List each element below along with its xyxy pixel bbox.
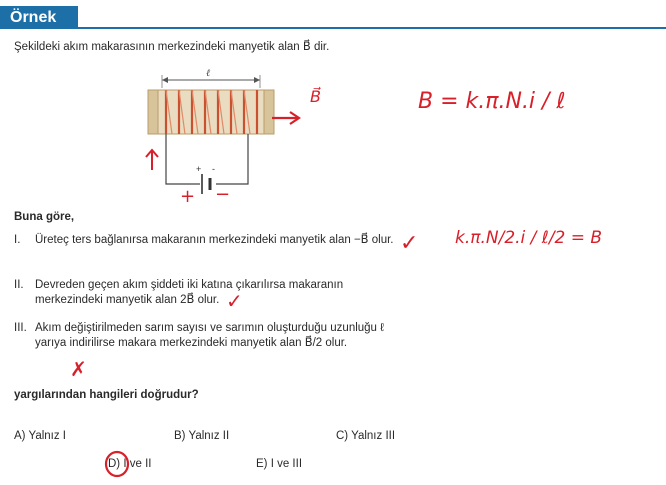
field-label: B⃗ <box>310 87 321 106</box>
option-e[interactable]: E) I ve III <box>256 458 303 470</box>
svg-text:-: - <box>212 164 215 174</box>
option-b[interactable]: B) Yalnız II <box>174 430 230 442</box>
formula-top: B = k.π.N.i / ℓ <box>418 89 566 114</box>
question-ask: yargılarından hangileri doğrudur? <box>14 389 199 401</box>
formula-bottom: k.π.N/2.i / ℓ/2 = B <box>455 228 603 248</box>
statement-1: I. Üreteç ters bağlanırsa makaranın merkezindeki manyetik alan −B⃗ olur. <box>14 234 394 246</box>
length-label: ℓ <box>206 68 211 79</box>
check-mark-2: ✓ <box>226 289 243 313</box>
minus-mark: − <box>215 184 231 205</box>
plus-mark: + <box>180 186 196 207</box>
check-mark-1: ✓ <box>400 231 419 256</box>
option-c[interactable]: C) Yalnız III <box>336 430 396 442</box>
option-a[interactable]: A) Yalnız I <box>14 430 66 442</box>
statement-3: III. Akım değiştirilmeden sarım sayısı ve sarımın oluşturduğu uzunluğu ℓ yarıya indirilirse makara merkezindeki manyetik alan B⃗/2 olur. <box>14 322 384 349</box>
question-lead: Buna göre, <box>14 211 75 223</box>
svg-text:+: + <box>196 164 202 174</box>
question-stem: Şekildeki akım makarasının merkezindeki manyetik alan B⃗ dir. <box>14 41 330 53</box>
option-d[interactable]: D) I ve II <box>108 458 152 470</box>
statement-2: II. Devreden geçen akım şiddeti iki katına çıkarılırsa makaranın merkezindeki manyetik alan 2B⃗ olur. <box>14 279 344 306</box>
current-arrow <box>146 150 158 170</box>
example-badge: Örnek <box>0 6 78 29</box>
answer-circle <box>106 452 128 476</box>
cross-mark-3: ✗ <box>70 357 87 381</box>
